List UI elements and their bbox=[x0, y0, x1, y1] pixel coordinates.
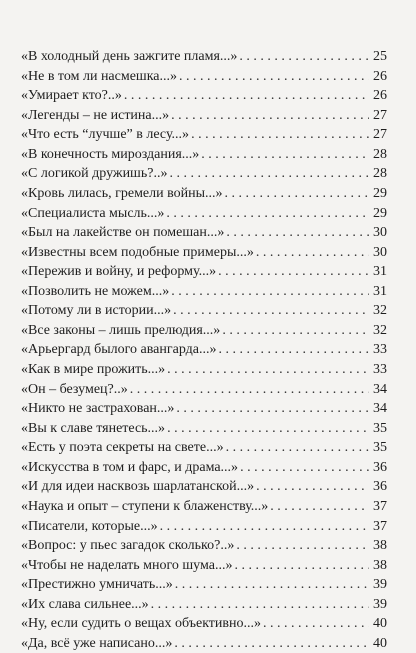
toc-entry-page: 36 bbox=[373, 479, 387, 495]
toc-entry bbox=[21, 282, 387, 302]
toc-entry bbox=[21, 419, 387, 439]
toc-entry-page: 40 bbox=[373, 635, 387, 651]
toc-entry-title: «И для идеи насквозь шарлатанской...» bbox=[21, 479, 255, 495]
toc-entry-page: 39 bbox=[373, 577, 387, 593]
toc-entry bbox=[21, 340, 387, 360]
toc-entry-title: «Был на лакействе он помешан...» bbox=[21, 225, 225, 241]
dot-leader bbox=[171, 106, 369, 126]
dot-leader bbox=[173, 301, 369, 321]
toc-entry-page: 30 bbox=[373, 244, 387, 260]
toc-entry bbox=[21, 517, 387, 537]
toc-entry-title: «Все законы – лишь прелюдия...» bbox=[21, 322, 221, 338]
toc-entry-page: 27 bbox=[373, 107, 387, 123]
dot-leader bbox=[256, 477, 369, 497]
dot-leader bbox=[176, 399, 369, 419]
toc-entry-page: 32 bbox=[373, 322, 387, 338]
toc-entry-title: «Ну, если судить о вещах объективно...» bbox=[21, 616, 262, 632]
toc-entry-title: «С логикой дружишь?..» bbox=[21, 166, 168, 182]
toc-entry-title: «Их слава сильнее...» bbox=[21, 596, 149, 612]
toc-entry-page: 29 bbox=[373, 185, 387, 201]
toc-entry-title: «Наука и опыт – ступени к блаженству...» bbox=[21, 498, 269, 514]
dot-leader bbox=[191, 125, 369, 145]
toc-entry-title: «Да, всё уже написано...» bbox=[21, 635, 173, 651]
toc-entry bbox=[21, 380, 387, 400]
toc-entry bbox=[21, 184, 387, 204]
dot-leader bbox=[226, 438, 369, 458]
toc-entry-title: «Писатели, которые...» bbox=[21, 518, 158, 534]
toc-entry-title: «Потому ли в истории...» bbox=[21, 303, 172, 319]
dot-leader bbox=[239, 47, 369, 67]
toc-entry-title: «Чтобы не наделать много шума...» bbox=[21, 557, 233, 573]
toc-entry-title: «Есть у поэта секреты на свете...» bbox=[21, 440, 224, 456]
toc-entry-page: 29 bbox=[373, 205, 387, 221]
toc-entry-page: 34 bbox=[373, 381, 387, 397]
toc-entry-title: «Как в мире прожить...» bbox=[21, 362, 166, 377]
dot-leader bbox=[175, 575, 369, 595]
toc-entry bbox=[21, 497, 387, 517]
toc-entry bbox=[21, 360, 387, 380]
toc-entry-title: «Вы к славе тянетесь...» bbox=[21, 420, 166, 436]
toc-entry-title: «В конечность мироздания...» bbox=[21, 146, 200, 162]
table-of-contents bbox=[21, 47, 387, 653]
dot-leader bbox=[167, 360, 369, 380]
toc-entry-page: 28 bbox=[373, 146, 387, 162]
toc-entry-title: «Позволить не можем...» bbox=[21, 283, 170, 299]
toc-entry-page: 35 bbox=[373, 440, 387, 456]
toc-entry-page: 31 bbox=[373, 283, 387, 299]
toc-entry bbox=[21, 575, 387, 595]
dot-leader bbox=[225, 184, 369, 204]
toc-entry-page: 32 bbox=[373, 303, 387, 319]
toc-entry-page: 37 bbox=[373, 498, 387, 514]
toc-entry bbox=[21, 536, 387, 556]
dot-leader bbox=[167, 419, 369, 439]
toc-entry bbox=[21, 438, 387, 458]
toc-entry-page: 26 bbox=[373, 68, 387, 84]
dot-leader bbox=[124, 86, 369, 106]
toc-entry-title: «В холодный день зажгите пламя...» bbox=[21, 49, 238, 64]
dot-leader bbox=[218, 340, 369, 360]
toc-entry-page: 38 bbox=[373, 557, 387, 573]
dot-leader bbox=[240, 458, 369, 478]
toc-entry bbox=[21, 106, 387, 126]
toc-entry bbox=[21, 125, 387, 145]
toc-entry bbox=[21, 458, 387, 478]
toc-entry bbox=[21, 164, 387, 184]
toc-entry-title: «Пережив и войну, и реформу...» bbox=[21, 264, 217, 280]
toc-entry-page: 33 bbox=[373, 362, 387, 377]
toc-entry bbox=[21, 67, 387, 87]
dot-leader bbox=[160, 517, 369, 537]
toc-entry bbox=[21, 47, 387, 67]
toc-entry bbox=[21, 223, 387, 243]
dot-leader bbox=[179, 67, 369, 87]
dot-leader bbox=[263, 614, 369, 634]
toc-entry-page: 39 bbox=[373, 596, 387, 612]
dot-leader bbox=[256, 243, 369, 263]
toc-entry-title: «Легенды – не истина...» bbox=[21, 107, 170, 123]
toc-entry bbox=[21, 321, 387, 341]
toc-entry-title: «Известны всем подобные примеры...» bbox=[21, 244, 254, 260]
dot-leader bbox=[130, 380, 369, 400]
toc-entry bbox=[21, 595, 387, 615]
toc-entry-page: 30 bbox=[373, 225, 387, 241]
toc-entry bbox=[21, 262, 387, 282]
dot-leader bbox=[270, 497, 369, 517]
dot-leader bbox=[226, 223, 369, 243]
toc-entry-title: «Умирает кто?..» bbox=[21, 88, 122, 104]
toc-entry bbox=[21, 477, 387, 497]
toc-entry-page: 37 bbox=[373, 518, 387, 534]
toc-entry-title: «Не в том ли насмешка...» bbox=[21, 68, 178, 84]
dot-leader bbox=[201, 145, 369, 165]
toc-entry bbox=[21, 301, 387, 321]
toc-entry bbox=[21, 86, 387, 106]
toc-entry-title: «Он – безумец?..» bbox=[21, 381, 128, 397]
toc-entry-title: «Искусства в том и фарс, и драма...» bbox=[21, 459, 239, 475]
toc-entry-page: 38 bbox=[373, 538, 387, 554]
toc-entry bbox=[21, 556, 387, 576]
dot-leader bbox=[171, 282, 369, 302]
toc-entry bbox=[21, 243, 387, 263]
dot-leader bbox=[218, 262, 369, 282]
toc-entry-page: 35 bbox=[373, 420, 387, 436]
dot-leader bbox=[236, 536, 369, 556]
dot-leader bbox=[174, 634, 369, 653]
toc-entry-page: 31 bbox=[373, 264, 387, 280]
toc-entry-page: 36 bbox=[373, 459, 387, 475]
dot-leader bbox=[166, 204, 369, 224]
dot-leader bbox=[234, 556, 369, 576]
toc-entry bbox=[21, 634, 387, 653]
toc-entry-page: 28 bbox=[373, 166, 387, 182]
toc-entry-page: 26 bbox=[373, 88, 387, 104]
toc-entry-page: 25 bbox=[373, 49, 387, 64]
toc-entry-title: «Вопрос: у пьес загадок сколько?..» bbox=[21, 538, 235, 554]
toc-entry bbox=[21, 204, 387, 224]
toc-entry-page: 34 bbox=[373, 401, 387, 417]
toc-entry-page: 27 bbox=[373, 127, 387, 143]
dot-leader bbox=[151, 595, 369, 615]
dot-leader bbox=[222, 321, 369, 341]
toc-entry-title: «Кровь лилась, гремели войны...» bbox=[21, 185, 223, 201]
dot-leader bbox=[169, 164, 369, 184]
toc-entry bbox=[21, 399, 387, 419]
toc-entry-title: «Что есть “лучше” в лесу...» bbox=[21, 127, 190, 143]
toc-entry-title: «Престижно умничать...» bbox=[21, 577, 173, 593]
toc-entry bbox=[21, 614, 387, 634]
toc-entry-title: «Арьергард былого авангарда...» bbox=[21, 342, 217, 358]
toc-entry bbox=[21, 145, 387, 165]
toc-entry-title: «Специалиста мысль...» bbox=[21, 205, 165, 221]
toc-entry-page: 40 bbox=[373, 616, 387, 632]
toc-entry-page: 33 bbox=[373, 342, 387, 358]
toc-entry-title: «Никто не застрахован...» bbox=[21, 401, 175, 417]
